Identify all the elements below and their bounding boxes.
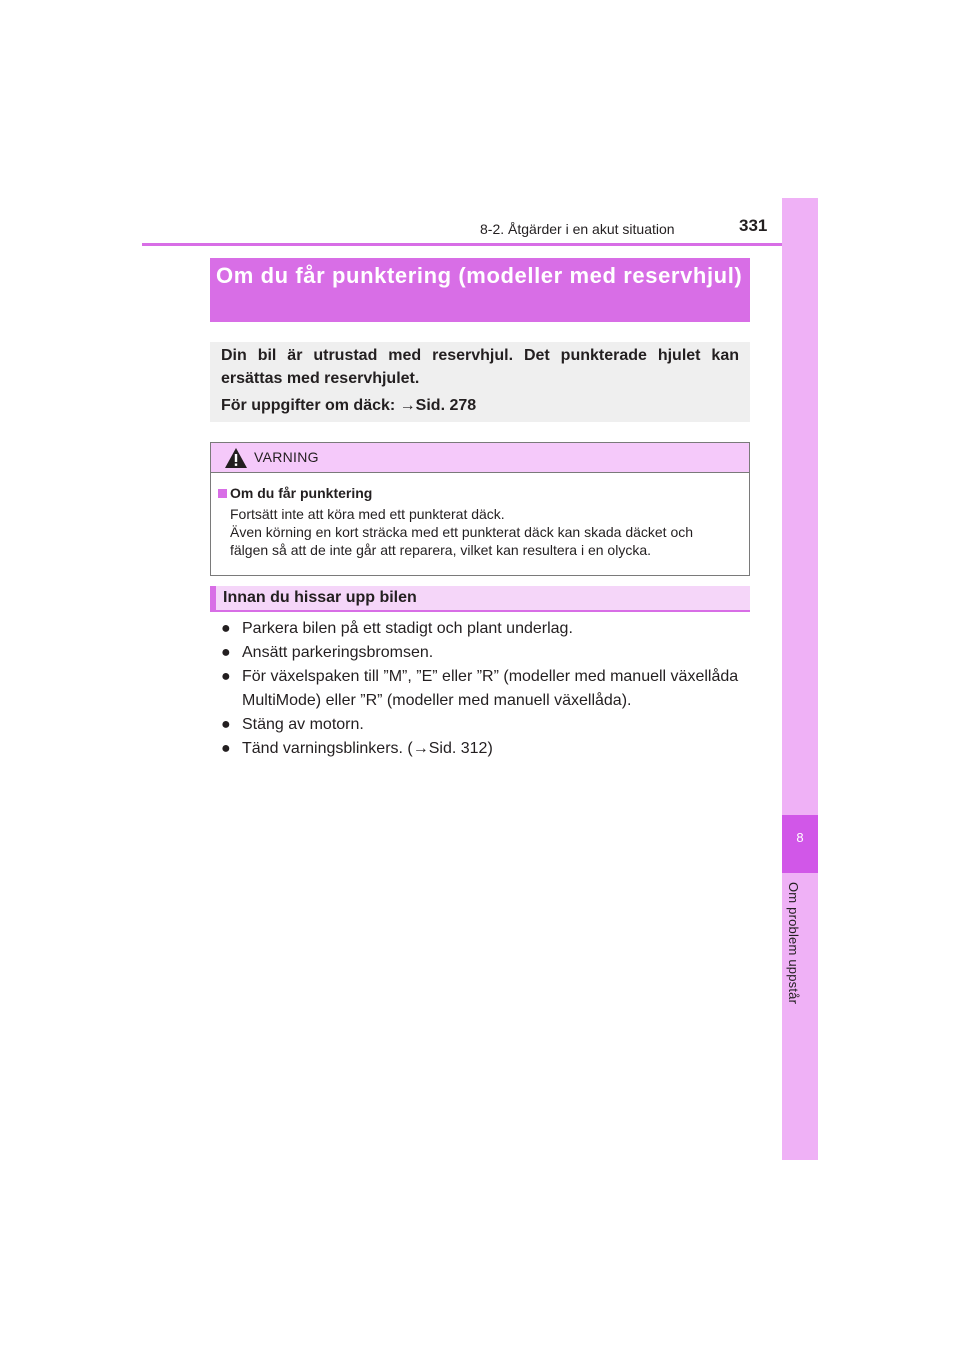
header-section-title: 8-2. Åtgärder i en akut situation	[480, 221, 675, 237]
list-item-text: För växelspaken till ”M”, ”E” eller ”R” (modeller med manuell växellåda MultiMode) eller ”R” (modeller med manuell växellåda).	[242, 668, 739, 709]
header-divider	[142, 243, 818, 246]
list-item	[221, 641, 751, 665]
bullet-dot-icon: ●	[221, 668, 231, 685]
list-item-text: Tänd varningsblinkers. (→Sid. 312)	[242, 740, 493, 757]
list-item-text: Stäng av motorn.	[242, 716, 364, 733]
warning-text	[230, 505, 744, 559]
bullet-dot-icon: ●	[221, 644, 231, 661]
list-item	[221, 665, 751, 713]
bullet-dot-icon: ●	[221, 716, 231, 733]
bullet-dot-icon: ●	[221, 620, 231, 637]
warning-line: Även körning en kort sträcka med ett punkterat däck kan skada däcket och	[230, 524, 694, 540]
list-item	[221, 617, 751, 641]
warning-header	[211, 443, 749, 473]
intro-text: Din bil är utrustad med reservhjul. Det punkterade hjulet kan ersättas med reservhjulet.	[221, 347, 739, 387]
warning-triangle-icon	[224, 447, 248, 469]
intro-tire-reference: För uppgifter om däck: →Sid. 278	[221, 397, 477, 414]
chapter-number: 8	[796, 830, 804, 845]
subheading-accent-bar	[210, 586, 216, 612]
section-title: Om du får punktering (modeller med reservhjul)	[216, 263, 743, 288]
subheading: Innan du hissar upp bilen	[223, 589, 417, 606]
warning-subheading: Om du får punktering	[230, 485, 373, 501]
subheading-banner	[210, 586, 750, 612]
bullet-list	[221, 617, 751, 761]
chapter-side-tab	[782, 198, 818, 1160]
section-title-banner	[210, 258, 750, 322]
warning-subheading-marker	[218, 489, 227, 498]
warning-box	[210, 442, 750, 576]
intro-box	[210, 342, 750, 422]
list-item	[221, 713, 751, 737]
warning-line: fälgen så att de inte går att reparera, vilket kan resultera i en olycka.	[230, 542, 652, 558]
page-number: 331	[739, 216, 768, 235]
bullet-dot-icon: ●	[221, 740, 231, 757]
warning-label: VARNING	[254, 449, 319, 465]
chapter-label: Om problem uppstår	[786, 882, 801, 1005]
list-item-text: Ansätt parkeringsbromsen.	[242, 644, 434, 661]
list-item	[221, 737, 751, 761]
warning-line: Fortsätt inte att köra med ett punkterat däck.	[230, 506, 505, 522]
list-item-text: Parkera bilen på ett stadigt och plant underlag.	[242, 620, 573, 637]
